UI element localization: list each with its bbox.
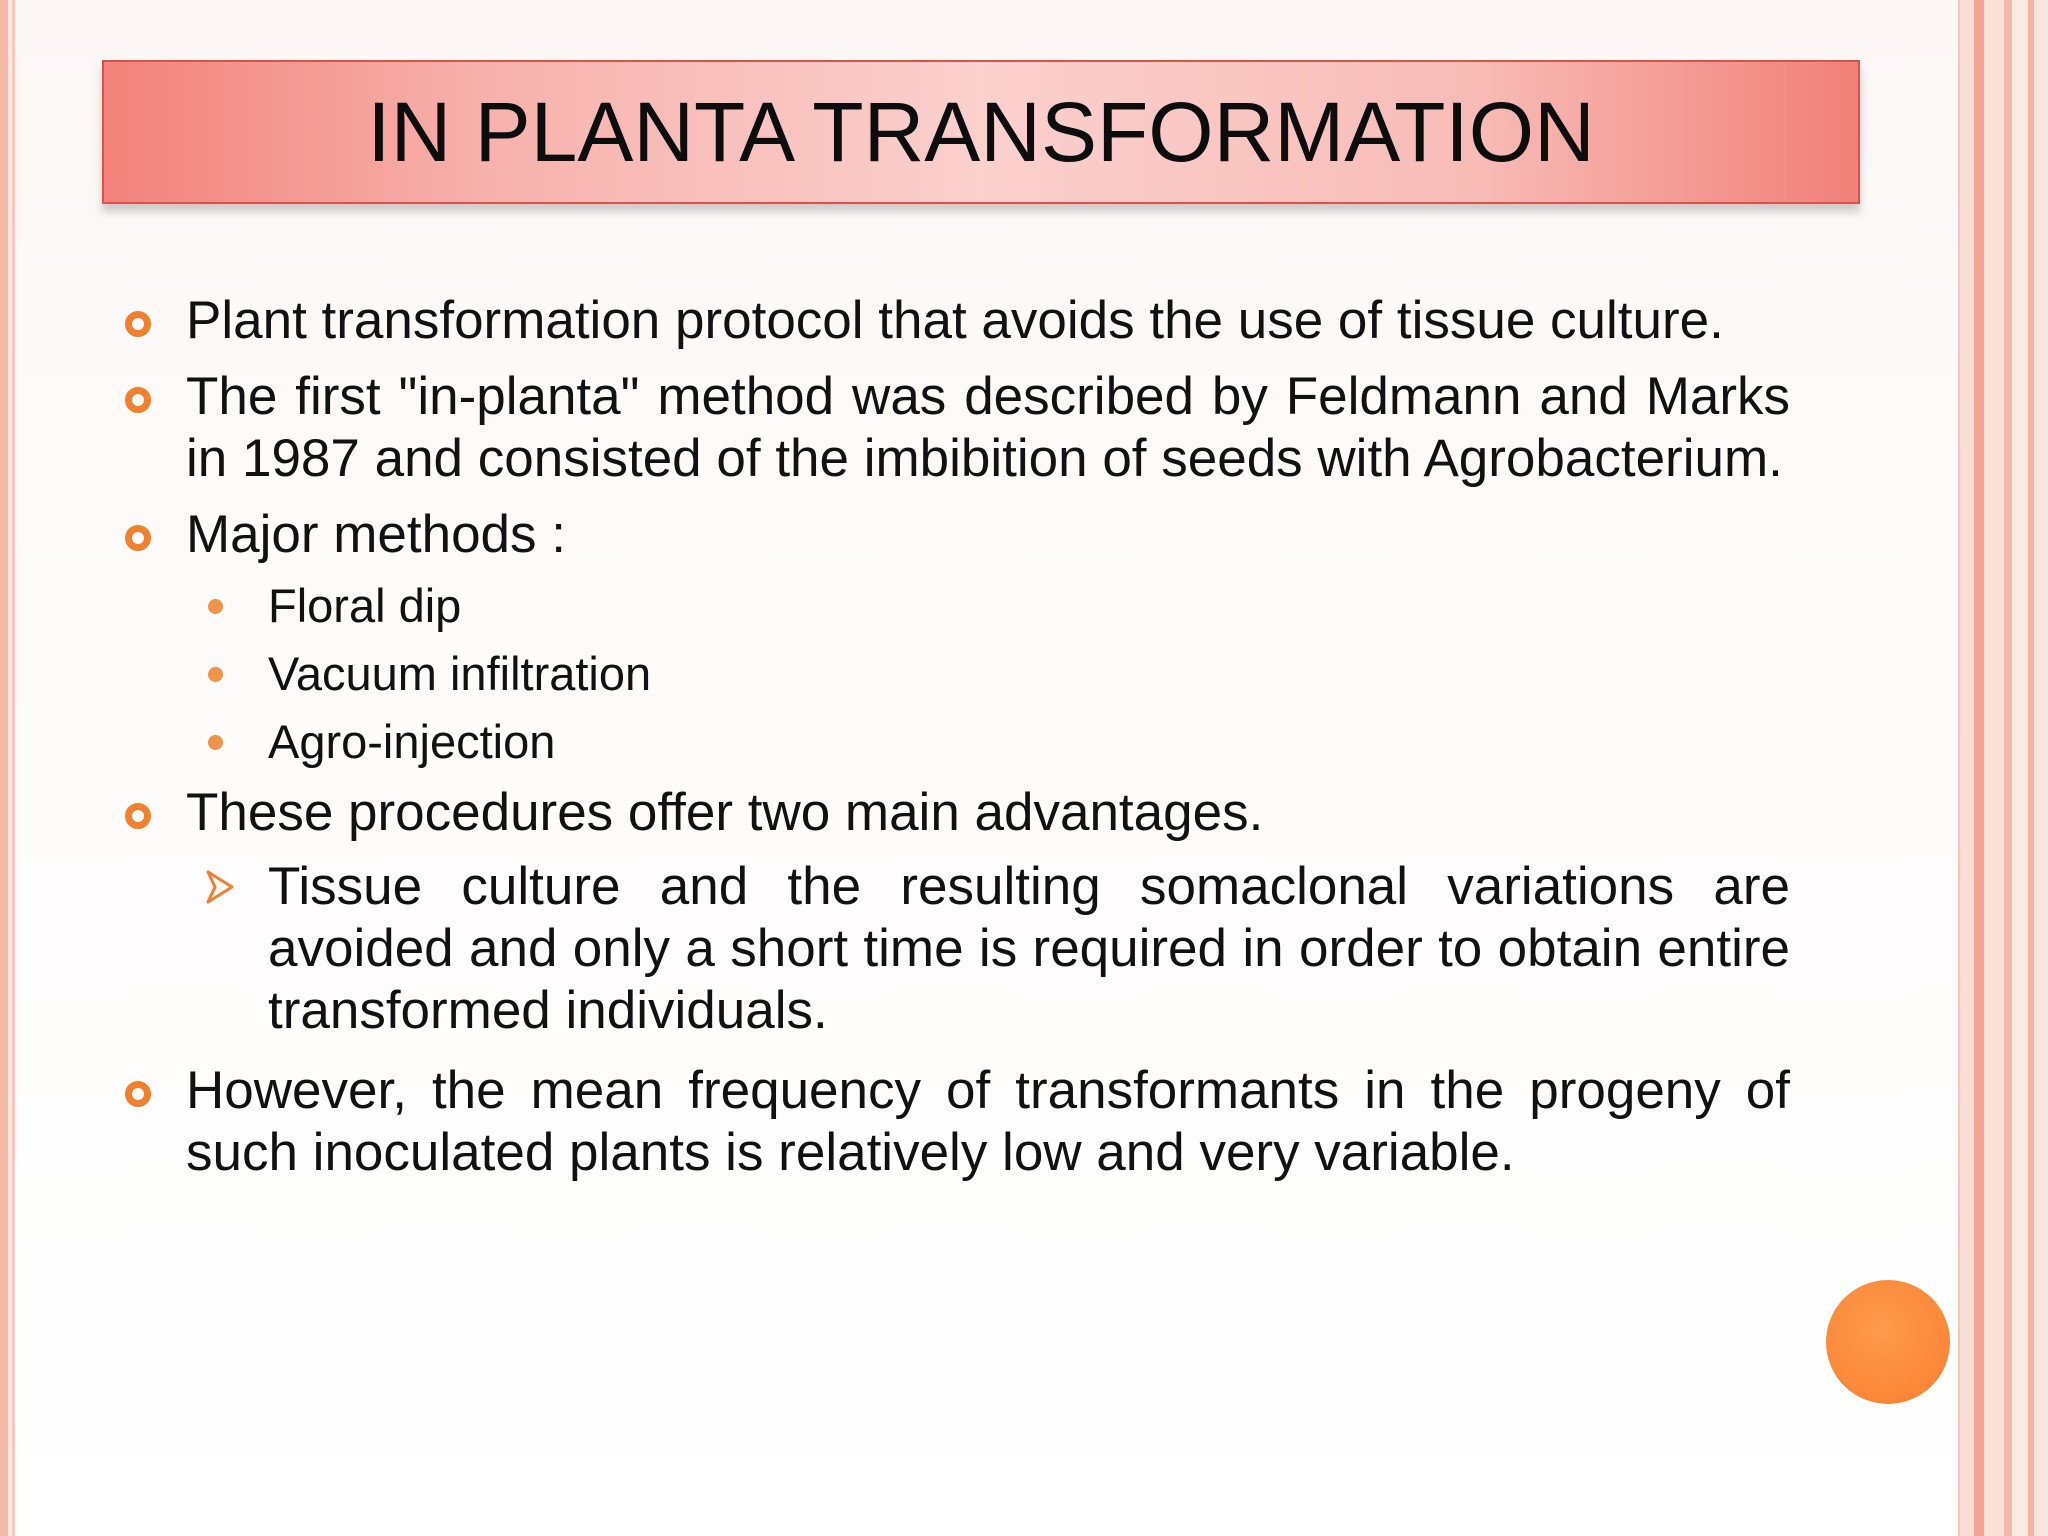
slide-title: IN PLANTA TRANSFORMATION (367, 84, 1595, 179)
bullet-item-major-methods (120, 504, 1790, 566)
bullet-text: Plant transformation protocol that avoids the use of tissue culture. (186, 291, 1724, 350)
ring-bullet-icon (125, 525, 151, 551)
dot-bullet-icon (208, 667, 223, 682)
dot-bullet-icon (208, 599, 223, 614)
bullet-item-advantages (120, 782, 1790, 844)
sub-item-text: Vacuum infiltration (268, 647, 652, 700)
right-border-stripe (2034, 0, 2048, 1536)
methods-sub-list (120, 572, 1790, 776)
left-border-stripe (12, 0, 15, 1536)
ring-bullet-icon (125, 387, 151, 413)
bullet-text: These procedures offer two main advantages. (186, 783, 1264, 842)
right-border-stripe (1974, 0, 1984, 1536)
bullet-text: However, the mean frequency of transformants in the progeny of such inoculated plants is relatively low and very variable. (186, 1061, 1790, 1182)
sub-item-floral-dip (120, 572, 1790, 640)
bullet-item-first-method (120, 366, 1790, 490)
ring-bullet-icon (125, 311, 151, 337)
arrowhead-bullet-icon (206, 870, 234, 904)
bullet-text: The first "in-planta" method was described by Feldmann and Marks in 1987 and consisted of the imbibition of seeds with Agrobacterium. (186, 367, 1790, 488)
orange-circle-icon (1826, 1280, 1950, 1404)
ring-bullet-icon (125, 803, 151, 829)
sub-item-vacuum-infiltration (120, 640, 1790, 708)
right-border-stripe (1960, 0, 1974, 1536)
title-banner (102, 60, 1860, 204)
bullet-item-tissue-culture (120, 290, 1790, 352)
right-border-stripe (1984, 0, 2004, 1536)
bullet-list (120, 290, 1790, 1198)
right-border-stripe (2012, 0, 2028, 1536)
sub-item-text: Agro-injection (268, 715, 556, 768)
sub-item-text: Tissue culture and the resulting somaclonal variations are avoided and only a short time is required in order to obtain entire transformed individuals. (268, 857, 1790, 1040)
bullet-text: Major methods : (186, 505, 566, 564)
sub-item-advantage-detail (120, 856, 1790, 1042)
bullet-item-frequency (120, 1060, 1790, 1184)
dot-bullet-icon (208, 735, 223, 750)
sub-item-text: Floral dip (268, 579, 462, 632)
left-border-stripe (0, 0, 8, 1536)
right-border-stripe (2004, 0, 2012, 1536)
ring-bullet-icon (125, 1081, 151, 1107)
sub-item-agro-injection (120, 708, 1790, 776)
